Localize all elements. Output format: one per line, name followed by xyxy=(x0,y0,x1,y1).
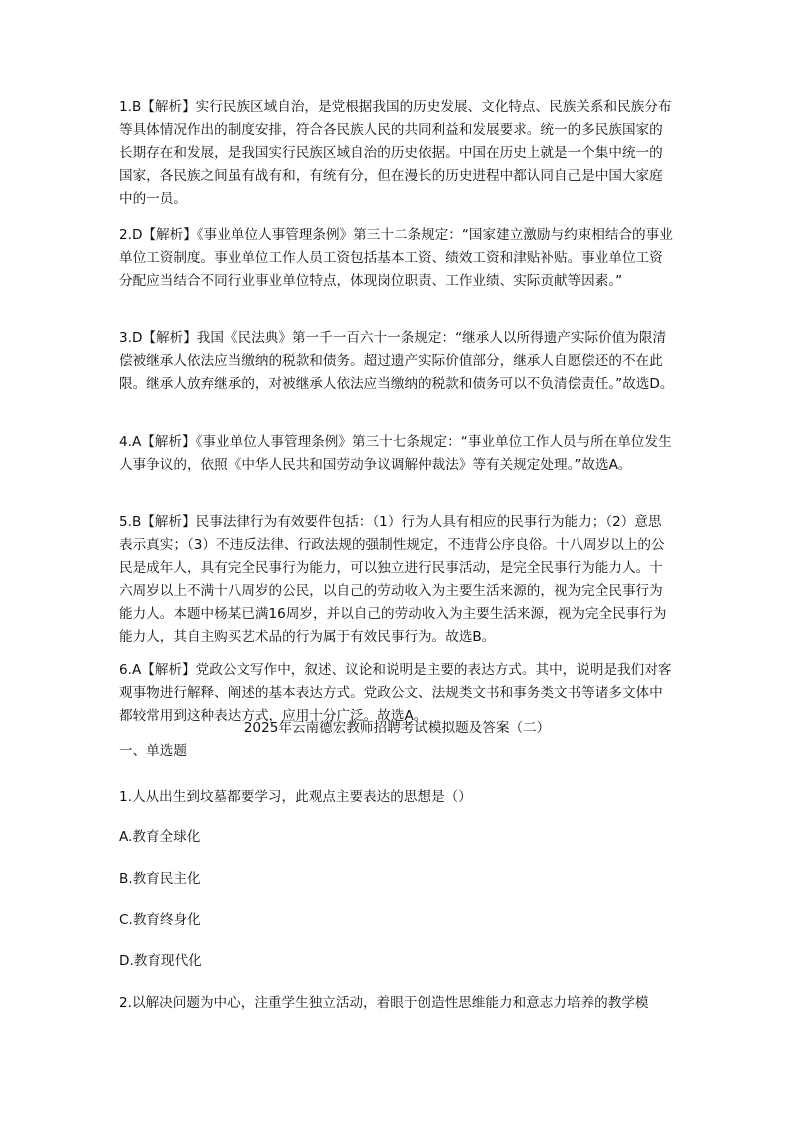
exam-title: 2025年云南德宏教师招聘考试模拟题及答案（二） xyxy=(243,720,551,736)
question-1-option-a: A.教育全球化 xyxy=(119,829,201,845)
question-1-option-b: B.教育民主化 xyxy=(119,871,201,887)
answer-explanation-5: 5.B【解析】民事法律行为有效要件包括：（1）行为人具有相应的民事行为能力；（2）意思表示真实；（3）不违反法律、行政法规的强制性规定，不违背公序良俗。十八周岁以上的公民是成年人，具有完全民事行为能力，可以独立进行民事活动，是完全民事行为能力人。十六周岁以上不满十八周岁的公民，以自己的劳动收入为主要生活来源的，视为完全民事行为能力人。本题中杨某已满16周岁，并以自己的劳动收入为主要生活来源，视为完全民事行为能力人，其自主购买艺术品的行为属于有效民事行为。故选B。 xyxy=(119,514,667,645)
answer-explanation-1: 1.B【解析】实行民族区域自治，是党根据我国的历史发展、文化特点、民族关系和民族分布等具体情况作出的制度安排，符合各民族人民的共同利益和发展要求。统一的多民族国家的长期存在和发展，是我国实行民族区域自治的历史依据。中国在历史上就是一个集中统一的国家，各民族之间虽有战有和，有统有分，但在漫长的历史进程中都认同自己是中国大家庭中的一员。 xyxy=(119,99,672,207)
answer-explanation-2: 2.D【解析】《事业单位人事管理条例》第三十二条规定：“国家建立激励与约束相结合的事业单位工资制度。事业单位工作人员工资包括基本工资、绩效工资和津贴补贴。事业单位工资分配应当结合不同行业事业单位特点，体现岗位职责、工作业绩、实际贡献等因素。” xyxy=(119,227,673,289)
question-1-option-c: C.教育终身化 xyxy=(119,912,201,928)
answer-explanation-4: 4.A【解析】《事业单位人事管理条例》第三十七条规定：“事业单位工作人员与所在单位发生人事争议的，依照《中华人民共和国劳动争议调解仲裁法》等有关规定处理。”故选A。 xyxy=(119,434,672,473)
question-1-option-d: D.教育现代化 xyxy=(119,953,202,969)
section-heading: 一、单选题 xyxy=(119,743,187,759)
question-2-stem: 2.以解决问题为中心，注重学生独立活动，着眼于创造性思维能力和意志力培养的教学模 xyxy=(119,995,649,1011)
answer-explanation-3: 3.D【解析】我国《民法典》第一千一百六十一条规定：“继承人以所得遗产实际价值为限清偿被继承人依法应当缴纳的税款和债务。超过遗产实际价值部分，继承人自愿偿还的不在此限。继承人放弃继承的，对被继承人依法应当缴纳的税款和债务可以不负清偿责任。”故选D。 xyxy=(119,330,674,392)
question-1-stem: 1.人从出生到坟墓都要学习，此观点主要表达的思想是（） xyxy=(119,789,472,805)
answer-explanation-6: 6.A【解析】党政公文写作中，叙述、议论和说明是主要的表达方式。其中，说明是我们对客观事物进行解释、阐述的基本表达方式。党政公文、法规类文书和事务类文书等诸多文体中都较常用到这种表达方式，应用十分广泛。故选A。 xyxy=(119,662,672,724)
